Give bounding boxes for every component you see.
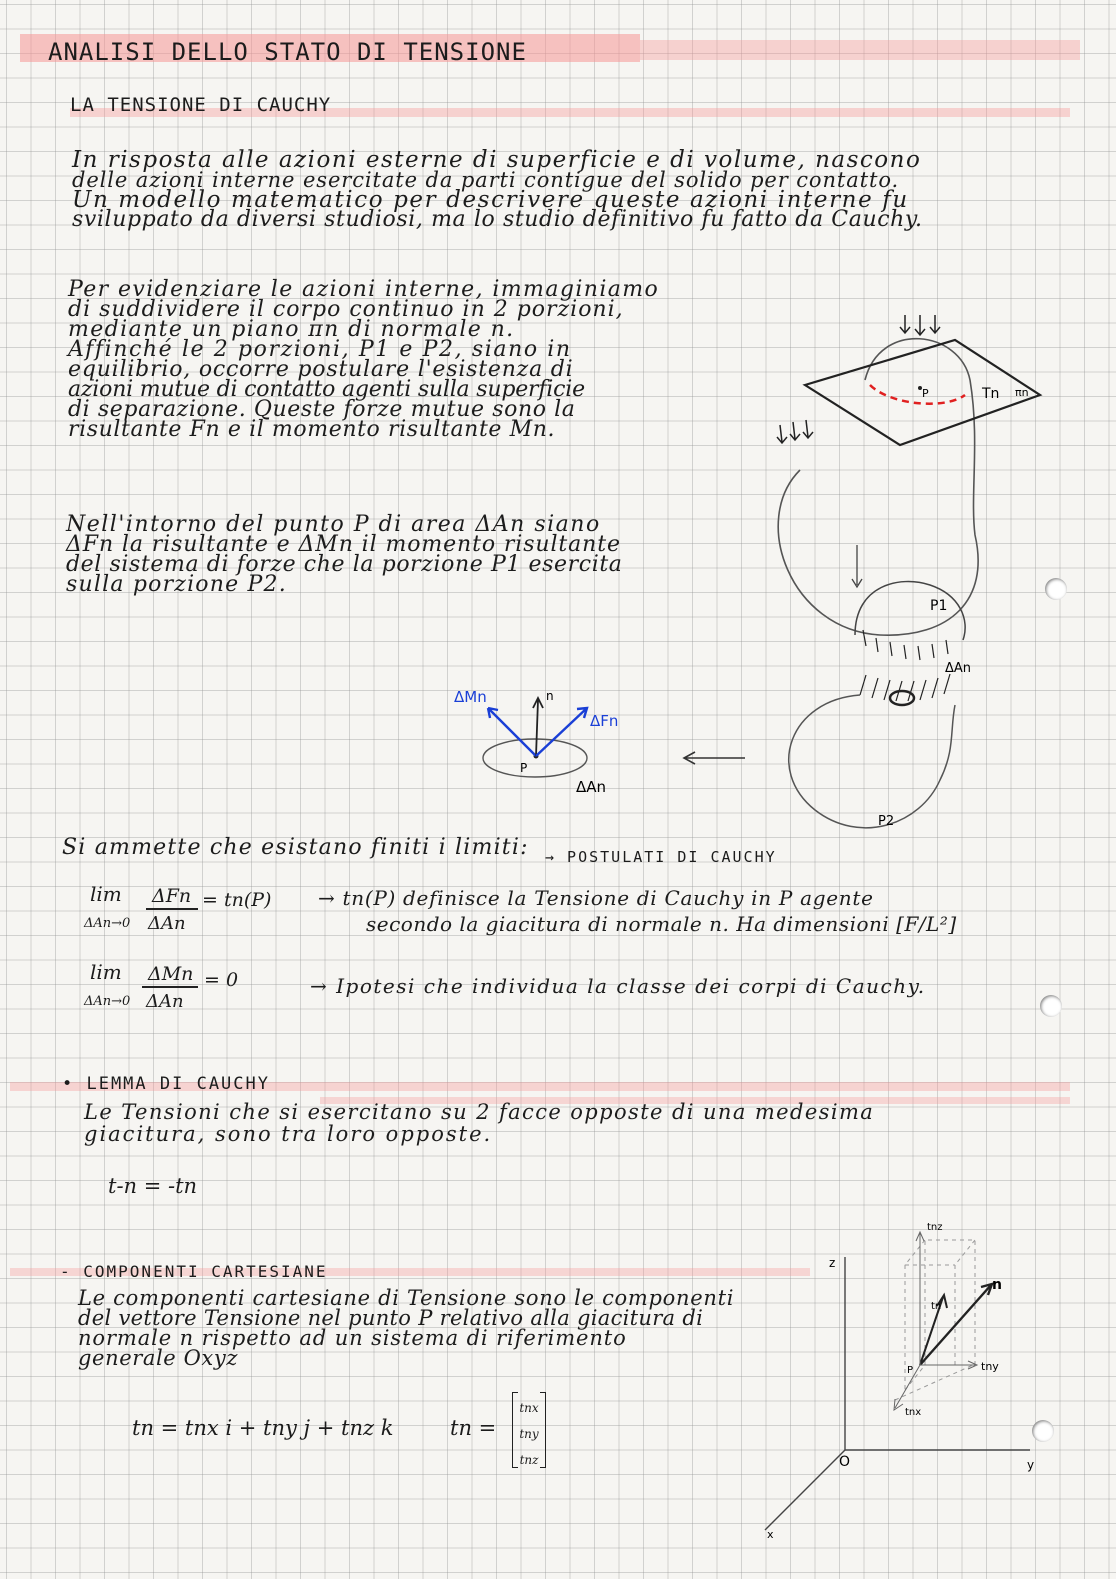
neighborhood-paragraph [66, 512, 623, 597]
svg-text:z: z [829, 1256, 836, 1270]
lower-portion [789, 695, 955, 828]
text-line: risultante Fn e il momento risultante Mn. [68, 417, 556, 442]
text-line: Per evidenziare le azioni interne, immaginiamo [68, 277, 660, 302]
frac-den: ΔAn [148, 913, 186, 934]
frac-den: ΔAn [146, 991, 184, 1012]
lim-rhs: = 0 [204, 969, 239, 991]
interface-arrows-up [860, 674, 950, 701]
lim-word: lim [90, 882, 122, 906]
text-line: delle azioni interne esercitate da parti contigue del solido per contatto. [72, 168, 900, 192]
matrix-entry: tnx [519, 1401, 539, 1415]
text-line: Le componenti cartesiane di Tensione sono le componenti [78, 1286, 735, 1310]
lim-word: lim [90, 960, 122, 984]
frac-bar [146, 908, 198, 910]
figure-cut-body [760, 300, 1060, 860]
lemma-text [84, 1102, 874, 1144]
svg-text:x: x [767, 1528, 774, 1541]
text-line: del sistema di forze che la porzione P1 esercita [66, 552, 623, 577]
lim-sub: ΔAn→0 [84, 916, 131, 931]
svg-text:tn: tn [931, 1301, 942, 1312]
components-formula: tn = tnx i + tny j + tnz k [132, 1416, 394, 1440]
limit-2-comment: → Ipotesi che individua la classe dei corpi di Cauchy. [310, 974, 926, 998]
svg-text:tnx: tnx [905, 1407, 922, 1418]
text-line: mediante un piano πn di normale n. [68, 317, 515, 342]
text-line: equilibrio, occorre postulare l'esistenza di [68, 357, 574, 382]
svg-text:P: P [907, 1365, 914, 1376]
components-heading: - COMPONENTI CARTESIANE [60, 1262, 328, 1281]
frac-bar [142, 986, 198, 988]
components-text [78, 1288, 734, 1368]
text-line: giacitura, sono tra loro opposte. [84, 1122, 493, 1146]
text-line: Affinché le 2 porzioni, P1 e P2, siano in [68, 337, 572, 362]
text-line: secondo la giacitura di normale n. Ha dimensioni [F/L²] [366, 912, 957, 936]
binder-hole [1040, 995, 1062, 1017]
cut-section [870, 385, 965, 404]
label-P2: P2 [878, 814, 895, 829]
intro-paragraph [72, 147, 923, 232]
axis-x [765, 1450, 845, 1530]
section-title: LA TENSIONE DI CAUCHY [70, 94, 332, 116]
arrow-left [680, 748, 750, 768]
text-line: Le Tensioni che si esercitano su 2 facce opposte di una medesima [84, 1100, 875, 1124]
matrix-entry: tny [519, 1427, 539, 1441]
text-line: di suddividere il corpo continuo in 2 porzioni, [68, 297, 624, 322]
label-n: n [546, 689, 554, 703]
load-arrows-top [900, 315, 940, 335]
text-line: del vettore Tensione nel punto P relativo alla giacitura di [78, 1306, 704, 1330]
matrix-entry: tnz [519, 1453, 539, 1467]
lim-rhs: = tn(P) [202, 889, 272, 911]
svg-text:O: O [839, 1454, 851, 1470]
label-dA: ΔAn [945, 661, 972, 676]
limit-1-comment [318, 888, 957, 934]
text-line: Nell'intorno del punto P di area ΔAn siano [66, 512, 601, 537]
label-dM: ΔMn [454, 688, 487, 706]
highlight-main-right [640, 40, 1080, 60]
text-line: sulla porzione P2. [66, 572, 287, 597]
component-matrix [512, 1392, 546, 1468]
label-P-area: P [520, 761, 528, 775]
matrix-lhs: tn = [450, 1416, 497, 1440]
label-Tn: Tn [982, 386, 1000, 402]
label-pi: πn [1015, 386, 1029, 399]
frac-num: ΔMn [148, 963, 194, 985]
text-line: ΔFn la risultante e ΔMn il momento risultante [66, 532, 621, 557]
figure-cartesian [755, 1215, 1055, 1545]
binder-hole [1032, 1420, 1054, 1442]
svg-text:tny: tny [981, 1360, 999, 1373]
lim-sub: ΔAn→0 [84, 994, 131, 1009]
load-arrows-left [777, 420, 813, 443]
text-line: → tn(P) definisce la Tensione di Cauchy in P agente [318, 886, 874, 910]
text-line: In risposta alle azioni esterne di superficie e di volume, nascono [72, 147, 922, 173]
svg-text:n: n [992, 1277, 1002, 1293]
binder-hole [1045, 578, 1067, 600]
figure-area-element [450, 680, 640, 800]
frac-num: ΔFn [152, 885, 192, 907]
svg-text:tnz: tnz [927, 1222, 943, 1233]
text-line: generale Oxyz [78, 1346, 238, 1370]
lemma-heading: • LEMMA DI CAUCHY [62, 1074, 270, 1094]
label-dF: ΔFn [590, 712, 619, 730]
page-title: ANALISI DELLO STATO DI TENSIONE [48, 38, 527, 66]
label-P1: P1 [930, 598, 948, 614]
text-line: azioni mutue di contatto agenti sulla superficie [68, 377, 585, 402]
svg-text:y: y [1027, 1458, 1035, 1472]
section-paragraph [68, 277, 660, 442]
text-line: Un modello matematico per descrivere queste azioni interne fu [72, 187, 909, 213]
upper-portion [855, 582, 965, 640]
lemma-formula: t-n = -tn [108, 1174, 198, 1198]
text-line: di separazione. Queste forze mutue sono la [68, 397, 576, 422]
postulates-label: → POSTULATI DI CAUCHY [545, 848, 777, 866]
text-line: normale n rispetto ad un sistema di riferimento [78, 1326, 627, 1350]
text-line: sviluppato da diversi studiosi, ma lo studio definitivo fu fatto da Cauchy. [72, 207, 923, 232]
label-dA-area: ΔAn [576, 778, 607, 796]
postulates-intro: Si ammette che esistano finiti i limiti: [62, 835, 529, 860]
label-P: P [922, 387, 929, 400]
